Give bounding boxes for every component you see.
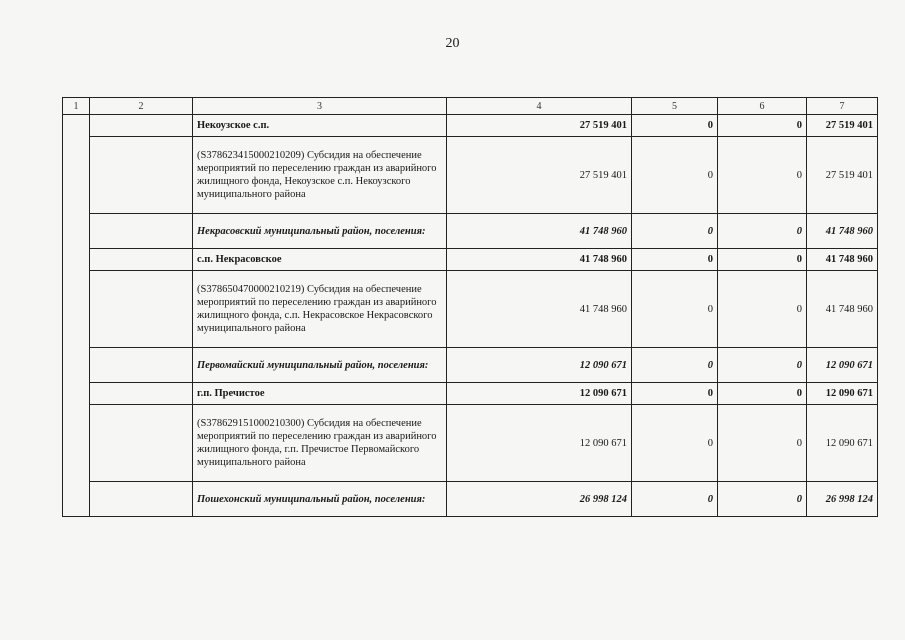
amount-col6: 0 bbox=[718, 405, 807, 482]
amount-col6: 0 bbox=[718, 383, 807, 405]
amount-col5: 0 bbox=[632, 271, 718, 348]
amount-col5: 0 bbox=[632, 405, 718, 482]
column-1-cell bbox=[63, 115, 90, 517]
column-number-5: 5 bbox=[632, 98, 718, 115]
amount-col6: 0 bbox=[718, 214, 807, 249]
amount-col4: 41 748 960 bbox=[447, 271, 632, 348]
amount-col5: 0 bbox=[632, 137, 718, 214]
column-number-2: 2 bbox=[90, 98, 193, 115]
amount-col6: 0 bbox=[718, 348, 807, 383]
column-2-cell bbox=[90, 348, 193, 383]
amount-col5: 0 bbox=[632, 214, 718, 249]
district-row bbox=[63, 348, 878, 383]
page-number: 20 bbox=[445, 36, 460, 51]
subsidy-row bbox=[63, 405, 878, 482]
row-name: (S378623415000210209) Субсидия на обеспечение мероприятий по переселению граждан из аварийного жилищного фонда, Некоузское с.п. Некоузского муниципального района bbox=[193, 137, 447, 214]
amount-col6: 0 bbox=[718, 249, 807, 271]
row-name: Некоузское с.п. bbox=[193, 115, 447, 137]
column-2-cell bbox=[90, 115, 193, 137]
column-2-cell bbox=[90, 137, 193, 214]
settlement-row bbox=[63, 249, 878, 271]
amount-col5: 0 bbox=[632, 383, 718, 405]
amount-col4: 27 519 401 bbox=[447, 115, 632, 137]
amount-col7: 41 748 960 bbox=[807, 249, 878, 271]
column-number-3: 3 bbox=[193, 98, 447, 115]
amount-col4: 41 748 960 bbox=[447, 249, 632, 271]
amount-col5: 0 bbox=[632, 249, 718, 271]
row-name: (S378650470000210219) Субсидия на обеспечение мероприятий по переселению граждан из аварийного жилищного фонда, с.п. Некрасовское Некрасовского муниципального района bbox=[193, 271, 447, 348]
column-number-row bbox=[63, 98, 878, 115]
amount-col7: 12 090 671 bbox=[807, 383, 878, 405]
amount-col7: 26 998 124 bbox=[807, 482, 878, 517]
column-number-4: 4 bbox=[447, 98, 632, 115]
settlement-row bbox=[63, 383, 878, 405]
amount-col7: 41 748 960 bbox=[807, 271, 878, 348]
column-2-cell bbox=[90, 383, 193, 405]
row-name: с.п. Некрасовское bbox=[193, 249, 447, 271]
amount-col7: 12 090 671 bbox=[807, 405, 878, 482]
amount-col4: 27 519 401 bbox=[447, 137, 632, 214]
budget-table bbox=[62, 97, 878, 517]
amount-col7: 12 090 671 bbox=[807, 348, 878, 383]
amount-col7: 27 519 401 bbox=[807, 137, 878, 214]
district-row bbox=[63, 214, 878, 249]
amount-col4: 41 748 960 bbox=[447, 214, 632, 249]
row-name: г.п. Пречистое bbox=[193, 383, 447, 405]
amount-col4: 12 090 671 bbox=[447, 405, 632, 482]
amount-col7: 27 519 401 bbox=[807, 115, 878, 137]
row-name: Некрасовский муниципальный район, поселения: bbox=[193, 214, 447, 249]
amount-col6: 0 bbox=[718, 137, 807, 214]
column-number-7: 7 bbox=[807, 98, 878, 115]
district-row bbox=[63, 482, 878, 517]
amount-col5: 0 bbox=[632, 348, 718, 383]
settlement-row bbox=[63, 115, 878, 137]
subsidy-row bbox=[63, 137, 878, 214]
column-number-6: 6 bbox=[718, 98, 807, 115]
amount-col4: 26 998 124 bbox=[447, 482, 632, 517]
amount-col6: 0 bbox=[718, 482, 807, 517]
amount-col6: 0 bbox=[718, 271, 807, 348]
row-name: Пошехонский муниципальный район, поселения: bbox=[193, 482, 447, 517]
amount-col7: 41 748 960 bbox=[807, 214, 878, 249]
column-2-cell bbox=[90, 482, 193, 517]
amount-col4: 12 090 671 bbox=[447, 348, 632, 383]
subsidy-row bbox=[63, 271, 878, 348]
amount-col6: 0 bbox=[718, 115, 807, 137]
column-2-cell bbox=[90, 405, 193, 482]
column-number-1: 1 bbox=[63, 98, 90, 115]
amount-col5: 0 bbox=[632, 482, 718, 517]
column-2-cell bbox=[90, 249, 193, 271]
column-2-cell bbox=[90, 214, 193, 249]
row-name: (S378629151000210300) Субсидия на обеспечение мероприятий по переселению граждан из аварийного жилищного фонда, г.п. Пречистое Первомайского муниципального района bbox=[193, 405, 447, 482]
column-2-cell bbox=[90, 271, 193, 348]
amount-col5: 0 bbox=[632, 115, 718, 137]
row-name: Первомайский муниципальный район, поселения: bbox=[193, 348, 447, 383]
amount-col4: 12 090 671 bbox=[447, 383, 632, 405]
